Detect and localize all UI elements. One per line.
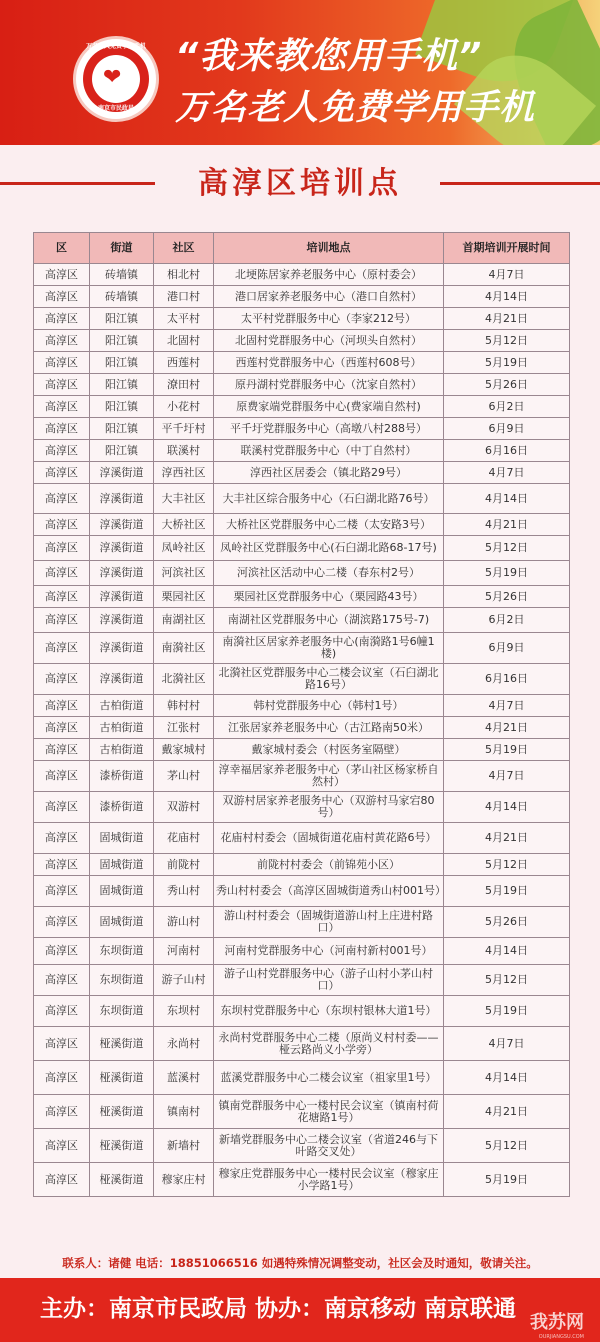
- cell-date: 4月7日: [444, 1027, 570, 1061]
- cell-street: 东坝街道: [90, 965, 154, 996]
- cell-location: 原丹湖村党群服务中心（沈家自然村）: [214, 374, 444, 396]
- cell-community: 穆家庄村: [154, 1163, 214, 1197]
- cell-community: 小花村: [154, 396, 214, 418]
- cell-location: 穆家庄党群服务中心一楼村民会议室（穆家庄小学路1号）: [214, 1163, 444, 1197]
- cell-street: 桠溪街道: [90, 1129, 154, 1163]
- cell-location: 北埂陈居家养老服务中心（原村委会）: [214, 264, 444, 286]
- cell-district: 高淳区: [34, 536, 90, 561]
- cell-location: 永尚村党群服务中心二楼（原尚义村村委——桠云路尚义小学旁）: [214, 1027, 444, 1061]
- col-header-district: 区: [34, 233, 90, 264]
- table-row: [34, 462, 570, 484]
- cell-district: 高淳区: [34, 586, 90, 608]
- logo-text-bottom: 南京市民政局: [97, 105, 134, 112]
- cell-district: 高淳区: [34, 739, 90, 761]
- table-row: [34, 396, 570, 418]
- cell-date: 6月2日: [444, 608, 570, 633]
- cell-date: 5月12日: [444, 536, 570, 561]
- cell-street: 固城街道: [90, 823, 154, 854]
- cell-community: 花庙村: [154, 823, 214, 854]
- table-row: [34, 1027, 570, 1061]
- cell-location: 秀山村村委会（高淳区固城街道秀山村001号）: [214, 876, 444, 907]
- cell-location: 游子山村党群服务中心（游子山村小茅山村口）: [214, 965, 444, 996]
- cell-district: 高淳区: [34, 308, 90, 330]
- table-row: [34, 739, 570, 761]
- watermark-logo: 我苏网: [530, 1312, 584, 1333]
- cell-district: 高淳区: [34, 907, 90, 938]
- table-row: [34, 823, 570, 854]
- cell-district: 高淳区: [34, 996, 90, 1027]
- cell-community: 茅山村: [154, 761, 214, 792]
- cell-street: 固城街道: [90, 876, 154, 907]
- cell-date: 5月19日: [444, 996, 570, 1027]
- cell-street: 淳溪街道: [90, 608, 154, 633]
- cell-location: 镇南党群服务中心一楼村民会议室（镇南村荷花塘路1号）: [214, 1095, 444, 1129]
- cell-community: 大桥社区: [154, 514, 214, 536]
- table-row: [34, 854, 570, 876]
- cell-community: 太平村: [154, 308, 214, 330]
- cell-location: 大丰社区综合服务中心（石臼湖北路76号）: [214, 484, 444, 514]
- cell-location: 港口居家养老服务中心（港口自然村）: [214, 286, 444, 308]
- cell-date: 6月9日: [444, 418, 570, 440]
- cell-location: 淳西社区居委会（镇北路29号）: [214, 462, 444, 484]
- cell-location: 西莲村党群服务中心（西莲村608号）: [214, 352, 444, 374]
- table-row: [34, 996, 570, 1027]
- table-row: [34, 608, 570, 633]
- cell-district: 高淳区: [34, 717, 90, 739]
- cell-community: 北固村: [154, 330, 214, 352]
- cell-community: 戴家城村: [154, 739, 214, 761]
- cell-district: 高淳区: [34, 1095, 90, 1129]
- table-row: [34, 484, 570, 514]
- cell-date: 5月19日: [444, 876, 570, 907]
- cell-community: 栗园社区: [154, 586, 214, 608]
- cell-community: 大丰社区: [154, 484, 214, 514]
- cell-date: 4月14日: [444, 1061, 570, 1095]
- cell-street: 阳江镇: [90, 308, 154, 330]
- cell-street: 淳溪街道: [90, 536, 154, 561]
- slogan-line-1: “我来教您用手机”: [175, 36, 483, 77]
- cell-date: 5月26日: [444, 586, 570, 608]
- cell-district: 高淳区: [34, 633, 90, 664]
- cell-district: 高淳区: [34, 854, 90, 876]
- cell-street: 桠溪街道: [90, 1027, 154, 1061]
- table-row: [34, 264, 570, 286]
- cell-date: 4月14日: [444, 938, 570, 965]
- cell-community: 双游村: [154, 792, 214, 823]
- col-header-community: 社区: [154, 233, 214, 264]
- cell-date: 6月9日: [444, 633, 570, 664]
- cell-community: 河滨社区: [154, 561, 214, 586]
- cell-community: 西莲村: [154, 352, 214, 374]
- cell-location: 新墙党群服务中心二楼会议室（省道246与下叶路交叉处）: [214, 1129, 444, 1163]
- cell-street: 东坝街道: [90, 938, 154, 965]
- cell-district: 高淳区: [34, 330, 90, 352]
- cell-district: 高淳区: [34, 1163, 90, 1197]
- cell-street: 固城街道: [90, 854, 154, 876]
- cell-street: 古柏街道: [90, 717, 154, 739]
- cell-community: 秀山村: [154, 876, 214, 907]
- cell-date: 4月14日: [444, 484, 570, 514]
- logo-text-top: 万名老人免费学用手机: [85, 43, 146, 50]
- page-title: 高淳区培训点: [198, 166, 402, 201]
- cell-district: 高淳区: [34, 462, 90, 484]
- footer-bar: [0, 1278, 600, 1342]
- cell-community: 南湖社区: [154, 608, 214, 633]
- cell-location: 原费家端党群服务中心(费家端自然村): [214, 396, 444, 418]
- cell-location: 前陇村村委会（前锦苑小区）: [214, 854, 444, 876]
- table-row: [34, 965, 570, 996]
- cell-date: 4月21日: [444, 514, 570, 536]
- cell-street: 固城街道: [90, 907, 154, 938]
- cell-date: 4月7日: [444, 264, 570, 286]
- contact-line: 联系人：诸健 电话：18851066516 如遇特殊情况调整变动，社区会及时通知，敬请关注。: [62, 1256, 538, 1270]
- cell-date: 4月7日: [444, 695, 570, 717]
- col-header-start-date: 首期培训开展时间: [444, 233, 570, 264]
- cell-street: 阳江镇: [90, 330, 154, 352]
- cell-community: 东坝村: [154, 996, 214, 1027]
- cell-street: 砖墙镇: [90, 286, 154, 308]
- cell-date: 4月14日: [444, 792, 570, 823]
- cell-community: 港口村: [154, 286, 214, 308]
- cell-community: 河南村: [154, 938, 214, 965]
- cell-location: 联溪村党群服务中心（中丁自然村）: [214, 440, 444, 462]
- cell-location: 河滨社区活动中心二楼（春东村2号）: [214, 561, 444, 586]
- cell-location: 戴家城村委会（村医务室隔壁）: [214, 739, 444, 761]
- logo: [73, 36, 159, 122]
- table-row: [34, 286, 570, 308]
- table-row: [34, 374, 570, 396]
- col-header-street: 街道: [90, 233, 154, 264]
- cell-street: 漆桥街道: [90, 761, 154, 792]
- cell-date: 4月7日: [444, 761, 570, 792]
- cell-district: 高淳区: [34, 664, 90, 695]
- cell-street: 桠溪街道: [90, 1095, 154, 1129]
- cell-district: 高淳区: [34, 561, 90, 586]
- table-row: [34, 717, 570, 739]
- cell-community: 平千圩村: [154, 418, 214, 440]
- cell-location: 蓝溪党群服务中心二楼会议室（祖家里1号）: [214, 1061, 444, 1095]
- cell-date: 6月2日: [444, 396, 570, 418]
- cell-district: 高淳区: [34, 1027, 90, 1061]
- cell-community: 韩村村: [154, 695, 214, 717]
- cell-community: 联溪村: [154, 440, 214, 462]
- cell-street: 阳江镇: [90, 352, 154, 374]
- cell-street: 古柏街道: [90, 739, 154, 761]
- cell-date: 6月16日: [444, 440, 570, 462]
- cell-district: 高淳区: [34, 608, 90, 633]
- cell-community: 江张村: [154, 717, 214, 739]
- cell-street: 漆桥街道: [90, 792, 154, 823]
- slogan-line-2: 万名老人免费学用手机: [175, 88, 536, 128]
- cell-community: 相北村: [154, 264, 214, 286]
- cell-location: 凤岭社区党群服务中心(石臼湖北路68-17号): [214, 536, 444, 561]
- header-banner: [0, 0, 600, 145]
- cell-location: 平千圩党群服务中心（高墩八村288号）: [214, 418, 444, 440]
- col-header-location: 培训地点: [214, 233, 444, 264]
- cell-location: 太平村党群服务中心（李家212号）: [214, 308, 444, 330]
- table-row: [34, 440, 570, 462]
- cell-community: 蓝溪村: [154, 1061, 214, 1095]
- table-row: [34, 938, 570, 965]
- cell-street: 东坝街道: [90, 996, 154, 1027]
- cell-district: 高淳区: [34, 264, 90, 286]
- cell-date: 5月19日: [444, 561, 570, 586]
- cell-community: 镇南村: [154, 1095, 214, 1129]
- cell-date: 5月12日: [444, 330, 570, 352]
- cell-location: 北固村党群服务中心（河坝头自然村）: [214, 330, 444, 352]
- cell-community: 前陇村: [154, 854, 214, 876]
- cell-location: 江张居家养老服务中心（古江路南50米）: [214, 717, 444, 739]
- cell-date: 5月26日: [444, 907, 570, 938]
- cell-community: 游山村: [154, 907, 214, 938]
- cell-street: 古柏街道: [90, 695, 154, 717]
- cell-district: 高淳区: [34, 286, 90, 308]
- cell-district: 高淳区: [34, 352, 90, 374]
- cell-district: 高淳区: [34, 938, 90, 965]
- cell-date: 4月21日: [444, 1095, 570, 1129]
- table-row: [34, 586, 570, 608]
- cell-street: 阳江镇: [90, 396, 154, 418]
- cell-date: 5月26日: [444, 374, 570, 396]
- cell-street: 淳溪街道: [90, 514, 154, 536]
- cell-location: 北漪社区党群服务中心二楼会议室（石臼湖北路16号）: [214, 664, 444, 695]
- cell-street: 淳溪街道: [90, 586, 154, 608]
- cell-district: 高淳区: [34, 761, 90, 792]
- cell-location: 大桥社区党群服务中心二楼（太安路3号）: [214, 514, 444, 536]
- cell-district: 高淳区: [34, 484, 90, 514]
- cell-street: 淳溪街道: [90, 664, 154, 695]
- cell-date: 4月21日: [444, 717, 570, 739]
- cell-district: 高淳区: [34, 823, 90, 854]
- cell-date: 5月19日: [444, 739, 570, 761]
- cell-district: 高淳区: [34, 440, 90, 462]
- cell-district: 高淳区: [34, 418, 90, 440]
- cell-community: 北漪社区: [154, 664, 214, 695]
- cell-street: 桠溪街道: [90, 1163, 154, 1197]
- watermark-url: OURJIANGSU.COM: [538, 1334, 584, 1340]
- cell-district: 高淳区: [34, 876, 90, 907]
- table-row: [34, 792, 570, 823]
- cell-date: 4月21日: [444, 308, 570, 330]
- training-sites-table: [33, 232, 570, 1197]
- table-row: [34, 633, 570, 664]
- cell-district: 高淳区: [34, 514, 90, 536]
- cell-street: 阳江镇: [90, 440, 154, 462]
- table-row: [34, 418, 570, 440]
- cell-location: 南漪社区居家养老服务中心(南漪路1号6幢1楼): [214, 633, 444, 664]
- table-row: [34, 352, 570, 374]
- cell-district: 高淳区: [34, 396, 90, 418]
- table-row: [34, 761, 570, 792]
- cell-community: 潦田村: [154, 374, 214, 396]
- cell-location: 南湖社区党群服务中心（湖滨路175号-7): [214, 608, 444, 633]
- heart-icon: ❤: [103, 65, 122, 90]
- cell-date: 5月19日: [444, 352, 570, 374]
- cell-district: 高淳区: [34, 374, 90, 396]
- cell-street: 淳溪街道: [90, 561, 154, 586]
- cell-district: 高淳区: [34, 965, 90, 996]
- cell-street: 阳江镇: [90, 418, 154, 440]
- cell-community: 凤岭社区: [154, 536, 214, 561]
- cell-date: 6月16日: [444, 664, 570, 695]
- cell-location: 东坝村党群服务中心（东坝村银林大道1号）: [214, 996, 444, 1027]
- cell-street: 桠溪街道: [90, 1061, 154, 1095]
- cell-location: 淳幸福居家养老服务中心（茅山社区杨家桥自然村）: [214, 761, 444, 792]
- cell-date: 4月14日: [444, 286, 570, 308]
- cell-date: 5月19日: [444, 1163, 570, 1197]
- cell-street: 淳溪街道: [90, 633, 154, 664]
- organizers-text: 主办：南京市民政局 协办：南京移动 南京联通: [40, 1296, 517, 1322]
- cell-community: 永尚村: [154, 1027, 214, 1061]
- cell-location: 花庙村村委会（固城街道花庙村黄花路6号）: [214, 823, 444, 854]
- table-row: [34, 1095, 570, 1129]
- cell-location: 韩村党群服务中心（韩村1号）: [214, 695, 444, 717]
- table-row: [34, 907, 570, 938]
- table-row: [34, 876, 570, 907]
- cell-community: 游子山村: [154, 965, 214, 996]
- cell-date: 5月12日: [444, 1129, 570, 1163]
- table-row: [34, 514, 570, 536]
- table-row: [34, 664, 570, 695]
- cell-street: 淳溪街道: [90, 462, 154, 484]
- cell-district: 高淳区: [34, 792, 90, 823]
- cell-community: 新墙村: [154, 1129, 214, 1163]
- table-row: [34, 308, 570, 330]
- cell-district: 高淳区: [34, 1129, 90, 1163]
- cell-date: 5月12日: [444, 965, 570, 996]
- cell-location: 河南村党群服务中心（河南村新村001号）: [214, 938, 444, 965]
- cell-district: 高淳区: [34, 695, 90, 717]
- table-header-row: [34, 233, 570, 264]
- cell-location: 栗园社区党群服务中心（栗园路43号）: [214, 586, 444, 608]
- cell-date: 5月12日: [444, 854, 570, 876]
- table-row: [34, 1129, 570, 1163]
- cell-street: 阳江镇: [90, 374, 154, 396]
- table-row: [34, 695, 570, 717]
- cell-district: 高淳区: [34, 1061, 90, 1095]
- table-row: [34, 1061, 570, 1095]
- cell-date: 4月7日: [444, 462, 570, 484]
- cell-street: 砖墙镇: [90, 264, 154, 286]
- table-row: [34, 1163, 570, 1197]
- table-row: [34, 561, 570, 586]
- cell-community: 南漪社区: [154, 633, 214, 664]
- cell-date: 4月21日: [444, 823, 570, 854]
- cell-street: 淳溪街道: [90, 484, 154, 514]
- cell-location: 双游村居家养老服务中心（双游村马家宕80号）: [214, 792, 444, 823]
- cell-community: 淳西社区: [154, 462, 214, 484]
- table-row: [34, 536, 570, 561]
- cell-location: 游山村村委会（固城街道游山村上庄进村路口）: [214, 907, 444, 938]
- table-row: [34, 330, 570, 352]
